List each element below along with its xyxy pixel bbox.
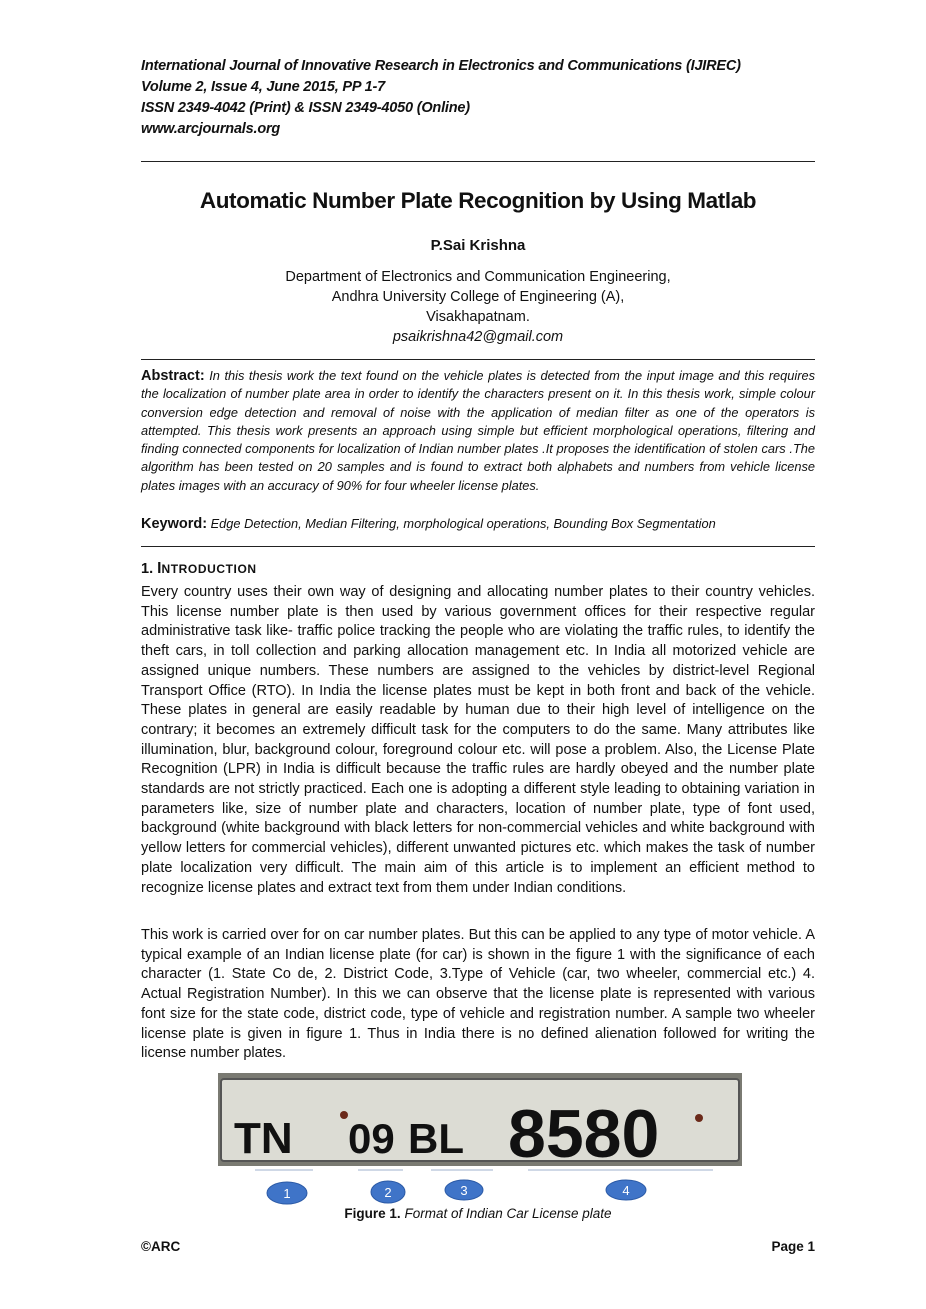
plate-registration-number: 8580 (508, 1096, 660, 1172)
footer-page-number: Page 1 (771, 1239, 815, 1254)
keyword-text: Edge Detection, Median Filtering, morphological operations, Bounding Box Segmentation (210, 516, 716, 531)
abstract-top-divider (141, 359, 815, 360)
plate-rivet-left (340, 1111, 348, 1119)
journal-volume: Volume 2, Issue 4, June 2015, PP 1-7 (141, 79, 385, 95)
journal-issn: ISSN 2349-4042 (Print) & ISSN 2349-4050 (Online) (141, 100, 470, 116)
author-email[interactable]: psaikrishna42@gmail.com (392, 329, 564, 345)
figure-caption (141, 1206, 815, 1221)
section-number: 1. (141, 561, 154, 577)
author-name: P.Sai Krishna (430, 237, 526, 254)
plate-state-code: TN (234, 1114, 293, 1163)
section-title-initial: I (157, 560, 162, 577)
keyword-bottom-divider (141, 546, 815, 547)
journal-header (141, 56, 841, 140)
intro-paragraph-2: This work is carried over for on car number plates. But this can be applied to any type of motor vehicle. A typical example of an Indian license plate (for car) is shown in the figure 1 with the significance of each character (1. State Co de, 2. District Code, 3.Type of Vehicle (car, two wheeler, commercial etc.) 4. Actual Registration Number). In this we can observe that the license plate is represented with various font size for the state code, district code, type of vehicle and registration number. A sample two wheeler license plate is given in figure 1. Thus in India there is no defined alienation followed for writing the license number plates. (141, 927, 815, 1062)
marker-1-label: 1 (283, 1186, 291, 1201)
abstract-label: Abstract: (141, 368, 205, 384)
journal-name: International Journal of Innovative Research in Electronics and Communications (IJIREC) (141, 58, 741, 74)
journal-website[interactable]: www.arcjournals.org (141, 121, 281, 137)
marker-3-label: 3 (460, 1183, 468, 1198)
section-heading-introduction (141, 560, 257, 578)
affiliation-college: Andhra University College of Engineering (A), (331, 289, 625, 305)
affiliation-city: Visakhapatnam. (426, 309, 530, 325)
keywords (141, 516, 815, 532)
plate-district-code: 09 (348, 1115, 395, 1162)
figure-caption-text: Format of Indian Car License plate (404, 1206, 612, 1221)
abstract (141, 367, 815, 495)
figure-license-plate (218, 1073, 742, 1205)
figure-caption-label: Figure 1. (344, 1206, 401, 1221)
header-divider (141, 161, 815, 162)
footer-copyright: ©ARC (141, 1239, 181, 1254)
marker-2-label: 2 (384, 1185, 392, 1200)
keyword-label: Keyword: (141, 516, 208, 532)
paper-title: Automatic Number Plate Recognition by Using Matlab (199, 188, 757, 213)
marker-4-label: 4 (622, 1183, 630, 1198)
section-title-rest: NTRODUCTION (161, 562, 257, 576)
affiliation-department: Department of Electronics and Communication Engineering, (285, 269, 671, 285)
author-affiliation (141, 267, 815, 347)
plate-rivet-right (695, 1114, 703, 1122)
intro-paragraph-1: Every country uses their own way of designing and allocating number plates to their country vehicles. This license number plate is then used by various government offices for their respective regular administrative task like- traffic police tracking the people who are violating the traffic rules, to identify the theft cars, in toll collection and parking allocation management etc. In India all motorized vehicle are assigned unique numbers. These numbers are assigned to the vehicles by district-level Regional Transport Office (RTO). In India the license plates must be kept in both front and back of the vehicle. These plates in general are easily readable by human due to their high level of intelligence on the contrary; it becomes an extremely difficult task for the computers to do the same. Many attributes like illumination, blur, background colour, foreground colour etc. will pose a problem. Also, the License Plate Recognition (LPR) in India is difficult because the traffic rules are hardly obeyed and the number plate standards are not strictly practiced. Each one is adopting a different style leading to obtaining variation in parameters like, size of number plate and characters, location of number plate, type of font used, background (white background with black letters for non-commercial vehicles and white background with yellow letters for commercial vehicles), different unwanted pictures etc. which makes the task of number plate localization very difficult. The main aim of this article is to implement an efficient method to recognize license plates and extract text from them under Indian conditions. (141, 584, 815, 896)
plate-vehicle-type: BL (408, 1115, 464, 1162)
license-plate (221, 1079, 739, 1161)
abstract-text: In this thesis work the text found on the vehicle plates is detected from the input image and this requires the localization of number plate area in order to identify the characters present on it. In this thesis work, simple colour conversion edge detection and removal of noise with the application of median filter as one of the operators is attempted. This thesis work presents an approach using simple but efficient morphological operations, filtering and finding connected components for localization of Indian number plates .It proposes the identification of stolen cars .The algorithm has been tested on 20 samples and is found to extract both alphabets and numbers from vehicle license plates images with an accuracy of 90% for four wheeler license plates. (141, 368, 815, 493)
